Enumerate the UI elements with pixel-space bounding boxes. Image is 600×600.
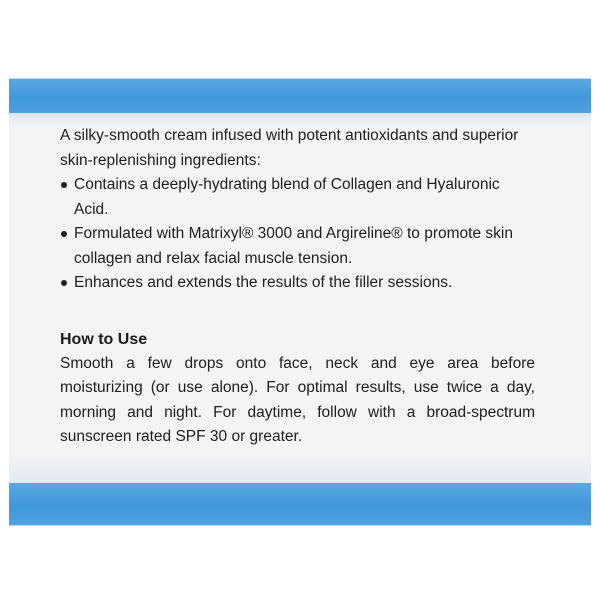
how-to-use-heading: How to Use	[60, 330, 148, 348]
bottom-blue-stripe	[9, 483, 591, 525]
feature-item-matrixyl-argireline: Formulated with Matrixyl® 3000 and Argireline® to promote skin collagen and relax facial muscle tension.	[60, 222, 535, 271]
description-content	[60, 124, 535, 450]
feature-item-hydrating-blend: Contains a deeply-hydrating blend of Collagen and Hyaluronic Acid.	[60, 173, 535, 222]
how-to-use-text: Smooth a few drops onto face, neck and eye area before moisturizing (or use alone). For optimal results, use twice a day, morning and night. For daytime, follow with a broad-spectrum sunscreen rated SPF 30 or greater.	[60, 354, 535, 445]
intro-text: A silky-smooth cream infused with potent antioxidants and superior skin-replenishing ingredients:	[60, 127, 519, 169]
feature-list	[60, 173, 535, 296]
bottom-stripe-shadow	[9, 453, 591, 483]
top-blue-stripe	[9, 79, 591, 113]
feature-item-filler-results: Enhances and extends the results of the filler sessions.	[60, 271, 535, 296]
